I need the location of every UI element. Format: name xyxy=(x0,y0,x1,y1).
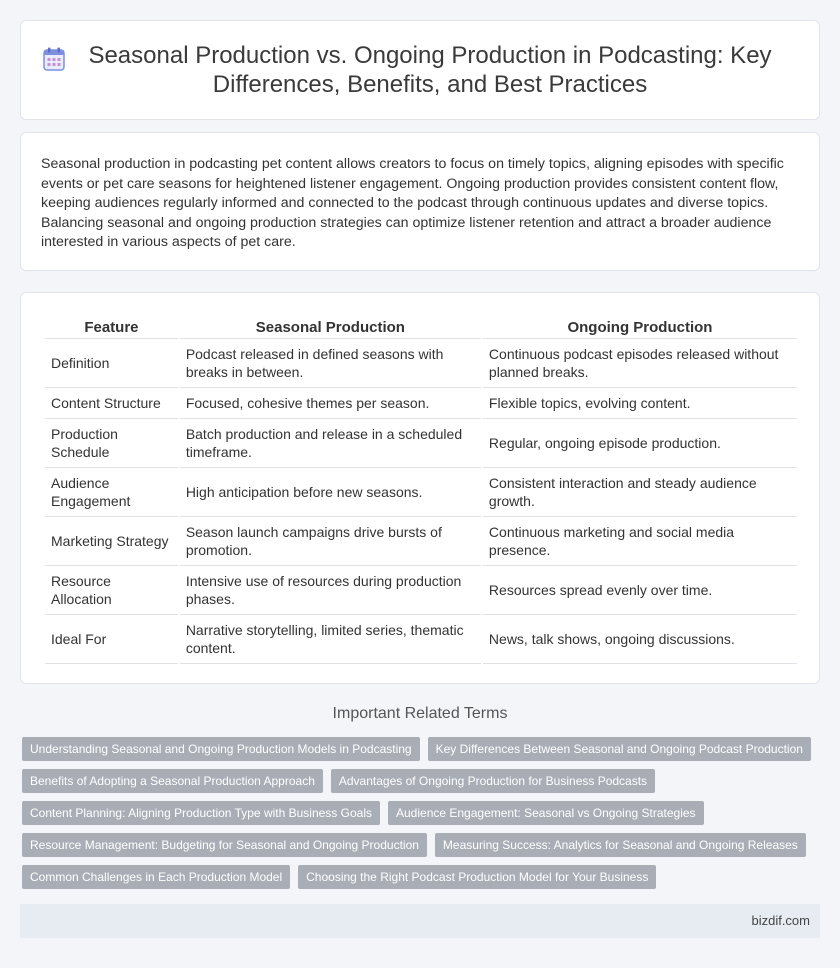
table-row xyxy=(45,615,797,664)
related-term-tag[interactable]: Benefits of Adopting a Seasonal Production Approach xyxy=(22,769,323,793)
table-row xyxy=(45,339,797,388)
comparison-table xyxy=(43,317,799,664)
intro-card xyxy=(20,132,820,271)
ongoing-cell: Continuous podcast episodes released without planned breaks. xyxy=(483,339,797,388)
header-ongoing: Ongoing Production xyxy=(483,317,797,339)
table-header-row xyxy=(45,317,797,339)
related-term-tag[interactable]: Key Differences Between Seasonal and Ongoing Podcast Production xyxy=(428,737,811,761)
feature-cell: Marketing Strategy xyxy=(45,517,178,566)
feature-cell: Audience Engagement xyxy=(45,468,178,517)
related-term-tag[interactable]: Audience Engagement: Seasonal vs Ongoing Strategies xyxy=(388,801,704,825)
ongoing-cell: Resources spread evenly over time. xyxy=(483,566,797,615)
table-row xyxy=(45,419,797,468)
seasonal-cell: High anticipation before new seasons. xyxy=(180,468,481,517)
ongoing-cell: News, talk shows, ongoing discussions. xyxy=(483,615,797,664)
related-terms-list xyxy=(22,737,822,889)
related-term-tag[interactable]: Measuring Success: Analytics for Seasonal and Ongoing Releases xyxy=(435,833,806,857)
feature-cell: Content Structure xyxy=(45,388,178,419)
related-term-tag[interactable]: Content Planning: Aligning Production Type with Business Goals xyxy=(22,801,380,825)
feature-cell: Ideal For xyxy=(45,615,178,664)
seasonal-cell: Batch production and release in a scheduled timeframe. xyxy=(180,419,481,468)
ongoing-cell: Regular, ongoing episode production. xyxy=(483,419,797,468)
related-term-tag[interactable]: Common Challenges in Each Production Model xyxy=(22,865,290,889)
seasonal-cell: Focused, cohesive themes per season. xyxy=(180,388,481,419)
feature-cell: Resource Allocation xyxy=(45,566,178,615)
table-row xyxy=(45,388,797,419)
page-title: Seasonal Production vs. Ongoing Production in Podcasting: Key Differences, Benefits, and Best Practices xyxy=(88,42,772,98)
seasonal-cell: Podcast released in defined seasons with breaks in between. xyxy=(180,339,481,388)
ongoing-cell: Consistent interaction and steady audience growth. xyxy=(483,468,797,517)
related-terms-heading: Important Related Terms xyxy=(332,705,508,722)
feature-cell: Definition xyxy=(45,339,178,388)
header-feature: Feature xyxy=(45,317,178,339)
footer-site-link[interactable]: bizdif.com xyxy=(751,913,810,928)
header-card xyxy=(20,20,820,120)
ongoing-cell: Flexible topics, evolving content. xyxy=(483,388,797,419)
related-term-tag[interactable]: Advantages of Ongoing Production for Business Podcasts xyxy=(331,769,655,793)
seasonal-cell: Intensive use of resources during production phases. xyxy=(180,566,481,615)
footer-bar xyxy=(20,904,820,938)
seasonal-cell: Season launch campaigns drive bursts of promotion. xyxy=(180,517,481,566)
ongoing-cell: Continuous marketing and social media presence. xyxy=(483,517,797,566)
seasonal-cell: Narrative storytelling, limited series, thematic content. xyxy=(180,615,481,664)
comparison-card xyxy=(20,292,820,684)
table-row xyxy=(45,517,797,566)
intro-paragraph: Seasonal production in podcasting pet content allows creators to focus on timely topics, aligning episodes with specific events or pet care seasons for heightened listener engagement. Ongoing production provides consistent content flow, keeping audiences regularly informed and connected to the podcast through continuous updates and diverse topics. Balancing seasonal and ongoing production strategies can optimize listener retention and attract a broader audience interested in various aspects of pet care. xyxy=(41,156,784,250)
related-term-tag[interactable]: Resource Management: Budgeting for Seasonal and Ongoing Production xyxy=(22,833,427,857)
related-term-tag[interactable]: Choosing the Right Podcast Production Model for Your Business xyxy=(298,865,656,889)
table-row xyxy=(45,566,797,615)
feature-cell: Production Schedule xyxy=(45,419,178,468)
header-seasonal: Seasonal Production xyxy=(180,317,481,339)
related-term-tag[interactable]: Understanding Seasonal and Ongoing Production Models in Podcasting xyxy=(22,737,420,761)
table-row xyxy=(45,468,797,517)
